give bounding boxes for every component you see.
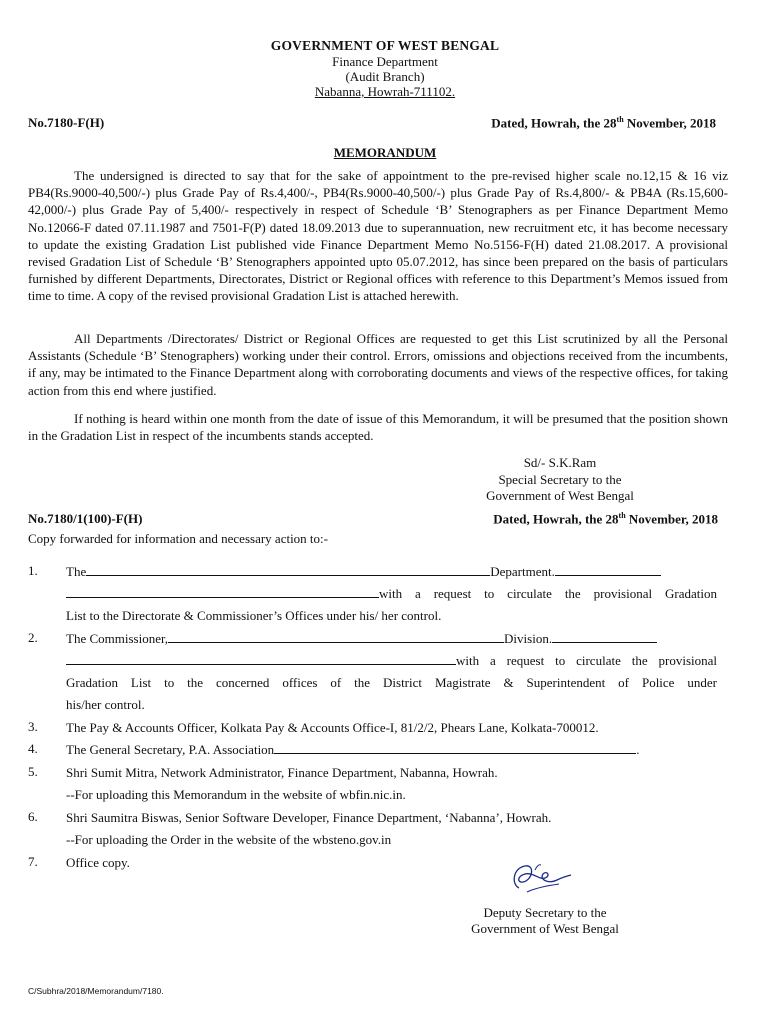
recipient-1-department: Department.	[490, 564, 555, 579]
blank-line	[86, 564, 490, 576]
copy-date-prefix: Dated, Howrah, the 28	[493, 511, 619, 527]
recipient-4-number: 4.	[28, 741, 38, 756]
branch-name: (Audit Branch)	[345, 69, 425, 84]
recipient-2-line1	[66, 630, 657, 647]
recipient-7-number: 7.	[28, 854, 38, 869]
recipient-4	[66, 741, 639, 758]
memo-number: No.7180-F(H)	[28, 115, 105, 130]
recipient-6: Shri Saumitra Biswas, Senior Software Developer, Finance Department, ‘Nabanna’, Howrah.	[66, 810, 552, 825]
memo-date-sup: th	[616, 115, 624, 124]
signature-block-2	[435, 905, 655, 937]
memo-date-prefix: Dated, Howrah, the 28	[491, 115, 617, 131]
deputy-designation: Deputy Secretary to the	[483, 905, 607, 920]
recipient-2-line3: Gradation List to the concerned offices of the District Magistrate & Superintendent of Police under	[66, 675, 717, 690]
memo-date	[491, 115, 716, 131]
blank-line	[555, 564, 661, 576]
recipient-4-end: .	[636, 742, 640, 757]
copy-date-suffix: November, 2018	[625, 511, 718, 527]
recipient-3-number: 3.	[28, 719, 38, 734]
recipient-4-text: The General Secretary, P.A. Association	[66, 742, 275, 757]
recipient-5: Shri Sumit Mitra, Network Administrator, Finance Department, Nabanna, Howrah.	[66, 765, 498, 780]
department-name: Finance Department	[332, 54, 438, 69]
government-heading: GOVERNMENT OF WEST BENGAL	[270, 38, 500, 53]
handwritten-signature	[505, 858, 575, 900]
blank-line	[274, 742, 636, 754]
blank-line	[66, 586, 379, 598]
office-address-text: Nabanna, Howrah-711102.	[314, 84, 456, 99]
recipient-2-division: Division.	[504, 631, 553, 646]
copy-memo-date	[493, 511, 718, 527]
copy-forwarded-line: Copy forwarded for information and necessary action to:-	[28, 531, 328, 546]
blank-line	[66, 653, 456, 665]
file-reference: C/Subhra/2018/Memorandum/7180.	[28, 986, 164, 996]
signatory-name: Sd/- S.K.Ram	[523, 455, 597, 470]
paragraph-3: If nothing is heard within one month from the date of issue of this Memorandum, it will be presumed that the position shown in the Gradation List in respect of the incumbents stands accepted.	[28, 411, 728, 444]
memorandum-title	[0, 145, 770, 161]
recipient-1-line2	[66, 585, 717, 602]
recipient-6-note: --For uploading the Order in the website of the wbsteno.gov.in	[66, 832, 392, 847]
deputy-government: Government of West Bengal	[471, 921, 619, 936]
memo-date-suffix: November, 2018	[623, 115, 716, 131]
recipient-2-request: with a request to circulate the provisional	[456, 653, 717, 668]
recipient-2-commissioner: The Commissioner,	[66, 631, 169, 646]
recipient-6-number: 6.	[28, 809, 38, 824]
signatory-government: Government of West Bengal	[486, 488, 634, 503]
recipient-1-request: with a request to circulate the provisional Gradation	[379, 586, 717, 601]
recipient-2-line2	[66, 652, 717, 669]
memorandum-title-text: MEMORANDUM	[333, 145, 437, 160]
copy-date-sup: th	[618, 511, 626, 520]
recipient-1-line3: List to the Directorate & Commissioner’s Offices under his/ her control.	[66, 608, 442, 623]
recipient-2-line4: his/her control.	[66, 697, 145, 712]
paragraph-2: All Departments /Directorates/ District or Regional Offices are requested to get this List scrutinized by all the Personal Assistants (Schedule ‘B’ Stenographers) working under their control. Errors, omissions and objections received from the incumbents, if any, may be intimated to the Finance Department along with corroborating documents and views of the respective offices, for taking action from this end where justified.	[28, 331, 728, 398]
blank-line	[168, 631, 504, 643]
recipient-5-number: 5.	[28, 764, 38, 779]
paragraph-1: The undersigned is directed to say that for the sake of appointment to the pre-revised higher scale no.12,15 & 16 viz PB4(Rs.9000-40,500/-) plus Grade Pay of Rs.4,400/-, PB4(Rs.9000-40,500/-) plus Grade Pay of Rs.4,800/- & PB4A (Rs.15,600-42,000/-) plus Grade Pay of 5,400/- respectively in respect of Schedule ‘B’ Stenographers as per Finance Department Memo No.12066-F dated 07.11.1987 and 7501-F(P) dated 18.09.2013 due to superannuation, new recruitment etc, it has become necessary to update the existing Gradation List published vide Finance Department Memo No.5156-F(H) dated 21.08.2017. A provisional revised Gradation List of Schedule ‘B’ Stenographers appointed upto 05.07.2012, has since been prepared on the basis of particulars furnished by different Departments, Directorates, District or Regional offices with reference to this Department’s Memos issued from time to time. A copy of the revised provisional Gradation List is attached herewith.	[28, 168, 728, 304]
copy-memo-number: No.7180/1(100)-F(H)	[28, 511, 143, 526]
office-address	[0, 84, 770, 100]
recipient-2-number: 2.	[28, 630, 38, 645]
signatory-designation: Special Secretary to the	[498, 471, 622, 487]
blank-line	[552, 631, 657, 643]
signature-block-1	[450, 455, 670, 505]
recipient-1-line1	[66, 563, 661, 580]
recipient-1-number: 1.	[28, 563, 38, 578]
recipient-5-note: --For uploading this Memorandum in the website of wbfin.nic.in.	[66, 787, 406, 802]
recipient-1-the: The	[66, 564, 87, 579]
recipient-7: Office copy.	[66, 855, 130, 870]
recipient-3: The Pay & Accounts Officer, Kolkata Pay & Accounts Office-I, 81/2/2, Phears Lane, Kolkata-700012.	[66, 720, 599, 735]
